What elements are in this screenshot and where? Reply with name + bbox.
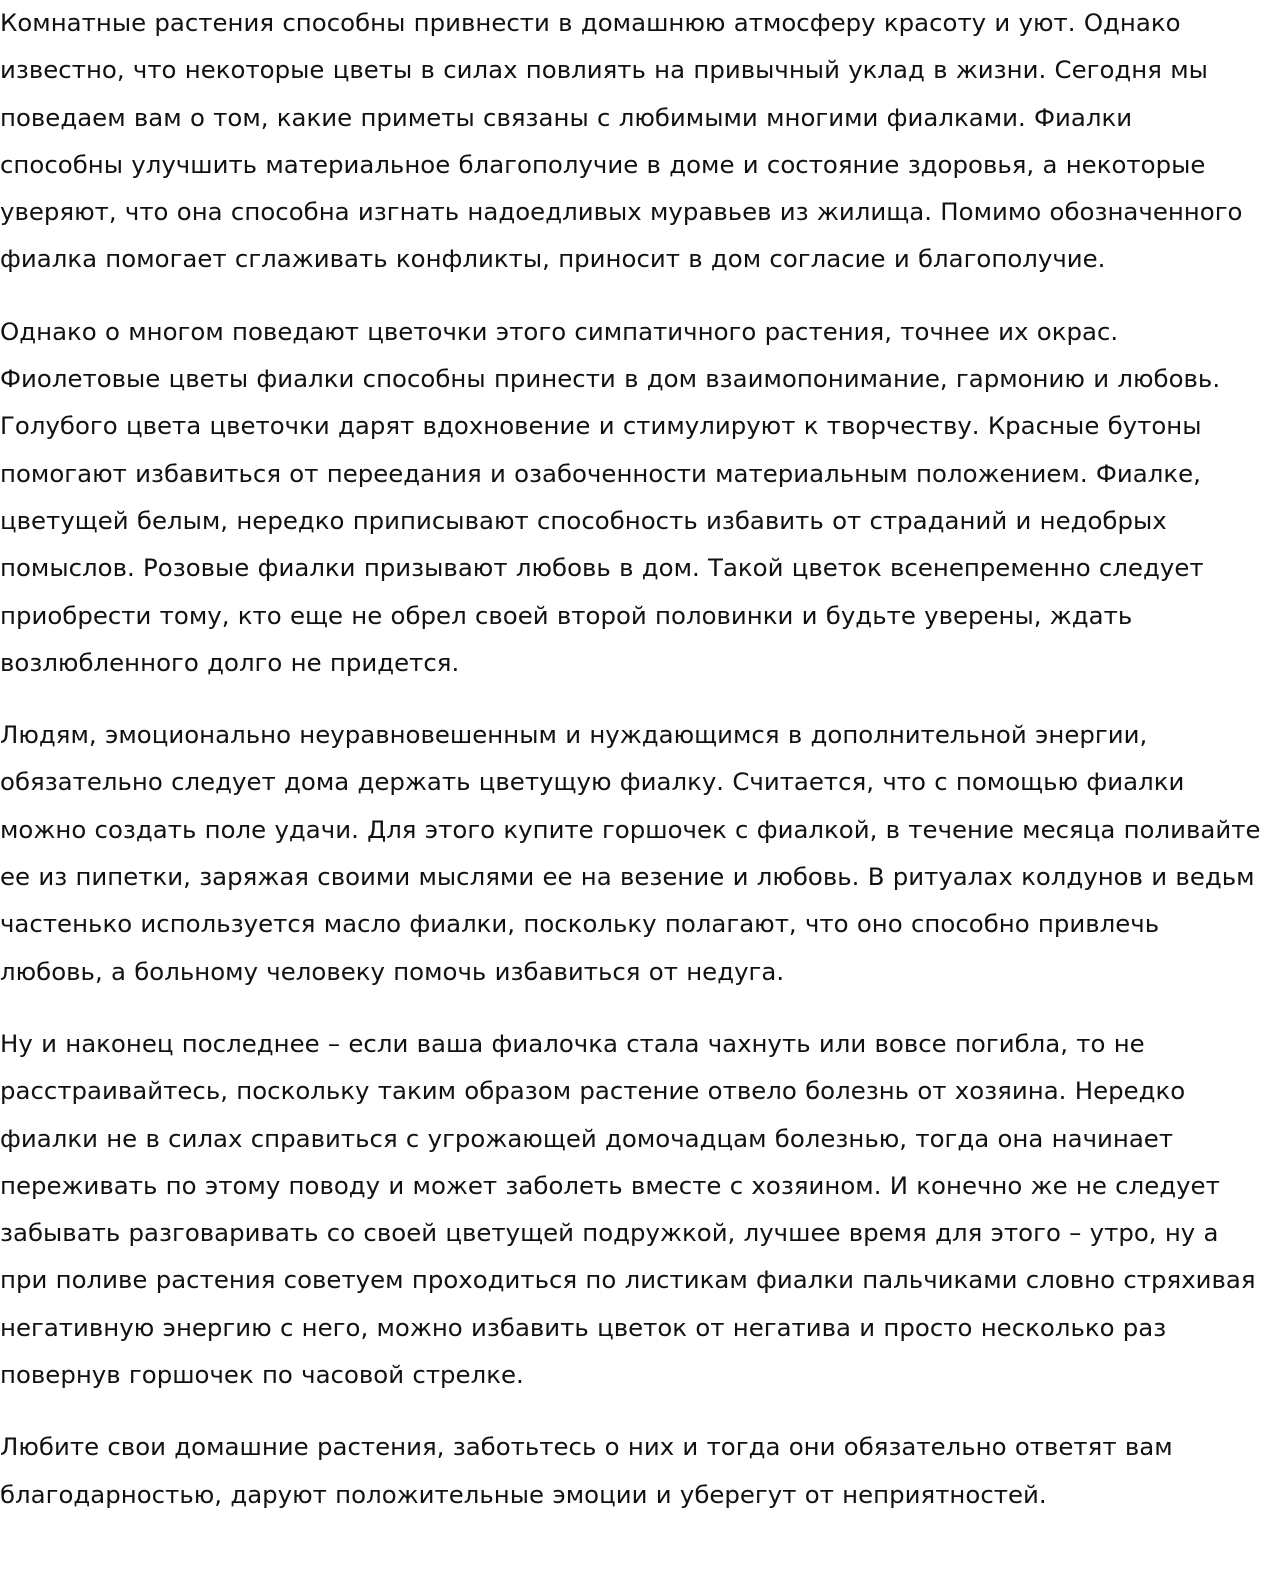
paragraph-conclusion: Любите свои домашние растения, заботьтесь о них и тогда они обязательно ответят вам благодарностью, даруют положительные эмоции и уберегут от неприятностей. <box>0 1432 1173 1509</box>
paragraph-intro: Комнатные растения способны привнести в домашнюю атмосферу красоту и уют. Однако известно, что некоторые цветы в силах повлиять на привычный уклад в жизни. Сегодня мы поведаем вам о том, какие приметы связаны с любимыми многими фиалками. Фиалки способны улучшить материальное благополучие в доме и состояние здоровья, а некоторые уверяют, что она способна изгнать надоедливых муравьев из жилища. Помимо обозначенного фиалка помогает сглаживать конфликты, приносит в дом согласие и благополучие. <box>0 8 1243 274</box>
paragraph-wilting-care: Ну и наконец последнее – если ваша фиалочка стала чахнуть или вовсе погибла, то не расстраивайтесь, поскольку таким образом растение отвело болезнь от хозяина. Нередко фиалки не в силах справиться с угрожающей домочадцам болезнью, тогда она начинает переживать по этому поводу и может заболеть вместе с хозяином. И конечно же не следует забывать разговаривать со своей цветущей подружкой, лучшее время для этого – утро, ну а при поливе растения советуем проходиться по листикам фиалки пальчиками словно стряхивая негативную энергию с него, можно избавить цветок от негатива и просто несколько раз повернув горшочек по часовой стрелке. <box>0 1028 1256 1390</box>
paragraph-flower-colors: Однако о многом поведают цветочки этого симпатичного растения, точнее их окрас. Фиолетовые цветы фиалки способны принести в дом взаимопонимание, гармонию и любовь. Голубого цвета цветочки дарят вдохновение и стимулируют к творчеству. Красные бутоны помогают избавиться от переедания и озабоченности материальным положением. Фиалке, цветущей белым, нередко приписывают способность избавить от страданий и недобрых помыслов. Розовые фиалки призывают любовь в дом. Такой цветок всенепременно следует приобрести тому, кто еще не обрел своей второй половинки и будьте уверены, ждать возлюбленного долго не придется. <box>0 316 1221 677</box>
paragraph-luck-energy: Людям, эмоционально неуравновешенным и нуждающимся в дополнительной энергии, обязательно следует дома держать цветущую фиалку. Считается, что с помощью фиалки можно создать поле удачи. Для этого купите горшочек с фиалкой, в течение месяца поливайте ее из пипетки, заряжая своими мыслями ее на везение и любовь. В ритуалах колдунов и ведьм частенько используется масло фиалки, поскольку полагают, что оно способно привлечь любовь, а больному человеку помочь избавиться от недуга. <box>0 720 1261 986</box>
